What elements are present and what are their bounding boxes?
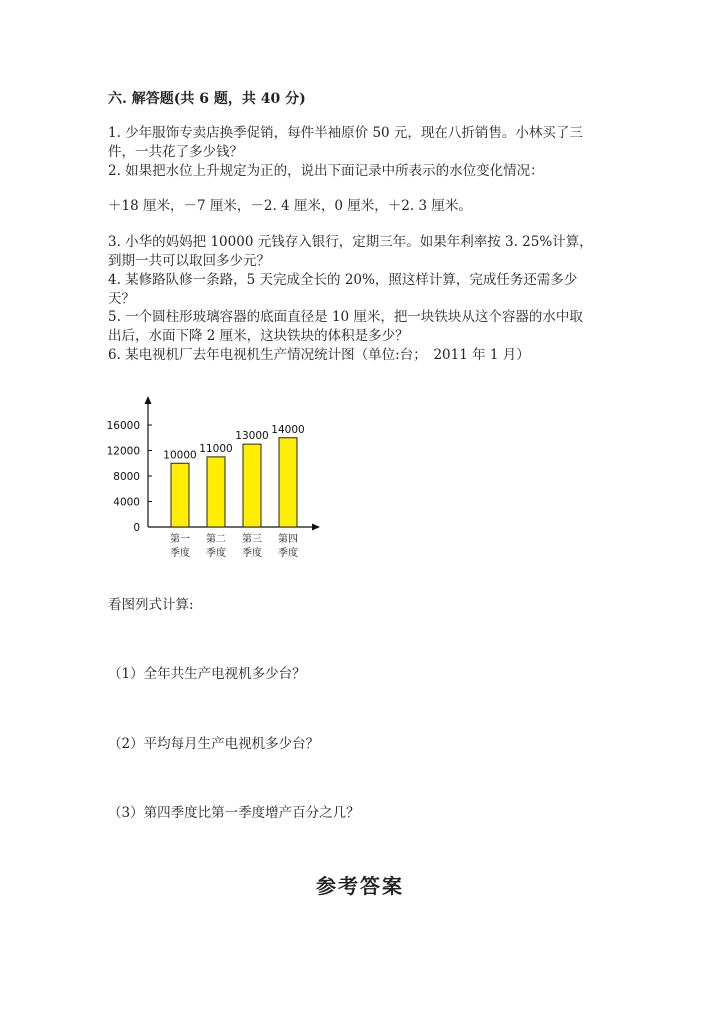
y-tick-label: 16000 bbox=[106, 420, 140, 432]
section-title: 六. 解答题(共 6 题，共 40 分) bbox=[108, 91, 306, 107]
question-2-values: ＋18 厘米，－7 厘米，－2. 4 厘米，0 厘米，＋2. 3 厘米。 bbox=[108, 198, 472, 214]
question-6-prompt: 看图列式计算: bbox=[108, 597, 194, 613]
question-1-line-1: 1. 少年服饰专卖店换季促销，每件半袖原价 50 元，现在八折销售。小林买了三 bbox=[108, 125, 583, 141]
y-axis-arrow bbox=[145, 396, 152, 404]
tv-production-bar-chart bbox=[100, 388, 340, 570]
answers-title: 参考答案 bbox=[316, 874, 404, 898]
bar-value-label: 11000 bbox=[199, 442, 233, 455]
question-1-line-2: 件，一共花了多少钱？ bbox=[108, 144, 243, 160]
question-5-line-2: 出后，水面下降 2 厘米，这块铁块的体积是多少？ bbox=[108, 328, 409, 344]
category-label-line-1: 第二 bbox=[206, 534, 226, 545]
question-3-line-2: 到期一共可以取回多少元？ bbox=[108, 253, 270, 269]
bar bbox=[243, 444, 261, 527]
question-3-line-1: 3. 小华的妈妈把 10000 元钱存入银行，定期三年。如果年利率按 3. 25%计算， bbox=[108, 234, 593, 250]
question-4-line-1: 4. 某修路队修一条路，5 天完成全长的 20%，照这样计算，完成任务还需多少 bbox=[108, 272, 578, 288]
category-label-line-2: 季度 bbox=[170, 548, 190, 559]
category-label-line-1: 第一 bbox=[170, 534, 190, 545]
question-6-sub-3: （3）第四季度比第一季度增产百分之几？ bbox=[108, 805, 360, 821]
question-2-line-1: 2. 如果把水位上升规定为正的，说出下面记录中所表示的水位变化情况： bbox=[108, 163, 544, 179]
y-tick-label: 4000 bbox=[113, 496, 140, 509]
category-label-line-1: 第四 bbox=[278, 534, 298, 545]
question-4-line-2: 天？ bbox=[108, 291, 135, 307]
question-6-sub-1: （1）全年共生产电视机多少台？ bbox=[108, 666, 306, 682]
category-label-line-2: 季度 bbox=[278, 548, 298, 559]
bar-value-label: 10000 bbox=[163, 449, 197, 462]
bar bbox=[171, 463, 189, 527]
bar-value-label: 14000 bbox=[271, 423, 305, 436]
question-5-line-1: 5. 一个圆柱形玻璃容器的底面直径是 10 厘米，把一块铁块从这个容器的水中取 bbox=[108, 309, 583, 325]
y-tick-label: 8000 bbox=[113, 471, 140, 483]
question-6-sub-2: （2）平均每月生产电视机多少台？ bbox=[108, 736, 320, 752]
bar bbox=[279, 438, 297, 527]
y-tick-label: 0 bbox=[133, 522, 140, 534]
bar-value-label: 13000 bbox=[235, 430, 269, 443]
category-label-line-2: 季度 bbox=[242, 548, 262, 559]
bar bbox=[207, 457, 225, 527]
category-label-line-1: 第三 bbox=[242, 534, 262, 545]
y-tick-label: 12000 bbox=[106, 445, 140, 458]
x-axis-arrow bbox=[312, 524, 320, 531]
category-label-line-2: 季度 bbox=[206, 548, 226, 559]
question-6-line-1: 6. 某电视机厂去年电视机生产情况统计图（单位:台； 2011 年 1 月） bbox=[108, 347, 530, 363]
